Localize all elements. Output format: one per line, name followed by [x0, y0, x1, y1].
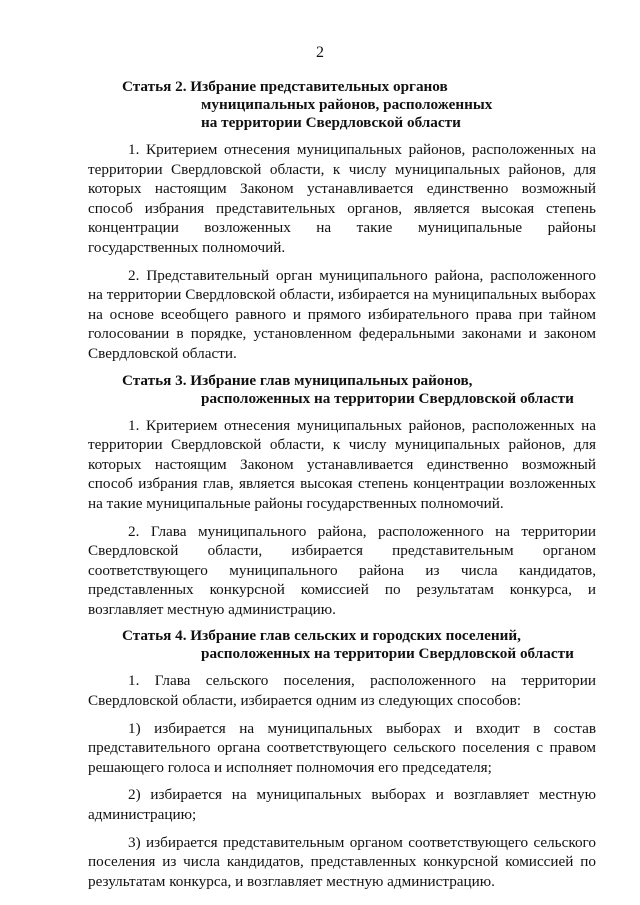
article-title-line: расположенных на территории Свердловской области: [201, 389, 574, 407]
article-2-title: [88, 78, 596, 132]
article-title-line: муниципальных районов, расположенных: [201, 96, 493, 113]
article-title-line: Статья 4. Избрание глав сельских и городских поселений,: [122, 627, 521, 645]
article-4-item-2: 2) избирается на муниципальных выборах и возглавляет местную администрацию;: [88, 786, 596, 824]
article-4-paragraph-1: 1. Глава сельского поселения, расположенного на территории Свердловской области, избирается одним из следующих способов:: [88, 672, 596, 710]
article-title-line: Статья 2. Избрание представительных органов: [122, 78, 448, 95]
article-4-item-3: 3) избирается представительным органом соответствующего сельского поселения из числа кандидатов, представленных конкурсной комиссией по результатам конкурса, и возглавляет местную администрацию.: [88, 833, 596, 890]
article-3-paragraph-2: 2. Глава муниципального района, расположенного на территории Свердловской области, избирается представительным органом соответствующего муниципального района из числа кандидатов, представленных конкурсной комиссией по результатам конкурса, и возглавляет местную администрацию.: [88, 522, 596, 618]
article-4-item-1: 1) избирается на муниципальных выборах и входит в состав представительного органа соответствующего сельского поселения с правом решающего голоса и исполняет полномочия его председателя;: [88, 719, 596, 776]
article-3-title: [88, 372, 596, 408]
document-body: [88, 78, 596, 899]
article-title-line: Статья 3. Избрание глав муниципальных районов,: [122, 371, 473, 389]
page-number: 2: [316, 44, 324, 61]
article-title-line: на территории Свердловской области: [201, 114, 461, 131]
article-2-paragraph-2: 2. Представительный орган муниципального района, расположенного на территории Свердловской области, избирается на муниципальных выборах на основе всеобщего равного и прямого избирательного права при тайном голосовании в порядке, установленном федеральными законами и законом Свердловской области.: [88, 266, 596, 362]
article-4-title: [88, 627, 596, 663]
article-title-line: расположенных на территории Свердловской области: [201, 645, 574, 663]
article-2-paragraph-1: 1. Критерием отнесения муниципальных районов, расположенных на территории Свердловской области, к числу муниципальных районов, для которых настоящим Законом устанавливается единственно возможный способ избрания представительных органов, является высокая степень концентрации возложенных на такие муниципальные районы государственных полномочий.: [88, 141, 596, 256]
article-3-paragraph-1: 1. Критерием отнесения муниципальных районов, расположенных на территории Свердловской области, к числу муниципальных районов, для которых настоящим Законом устанавливается единственно возможный способ избрания глав, является высокая степень концентрации возложенных на такие муниципальные районы государственных полномочий.: [88, 416, 596, 512]
